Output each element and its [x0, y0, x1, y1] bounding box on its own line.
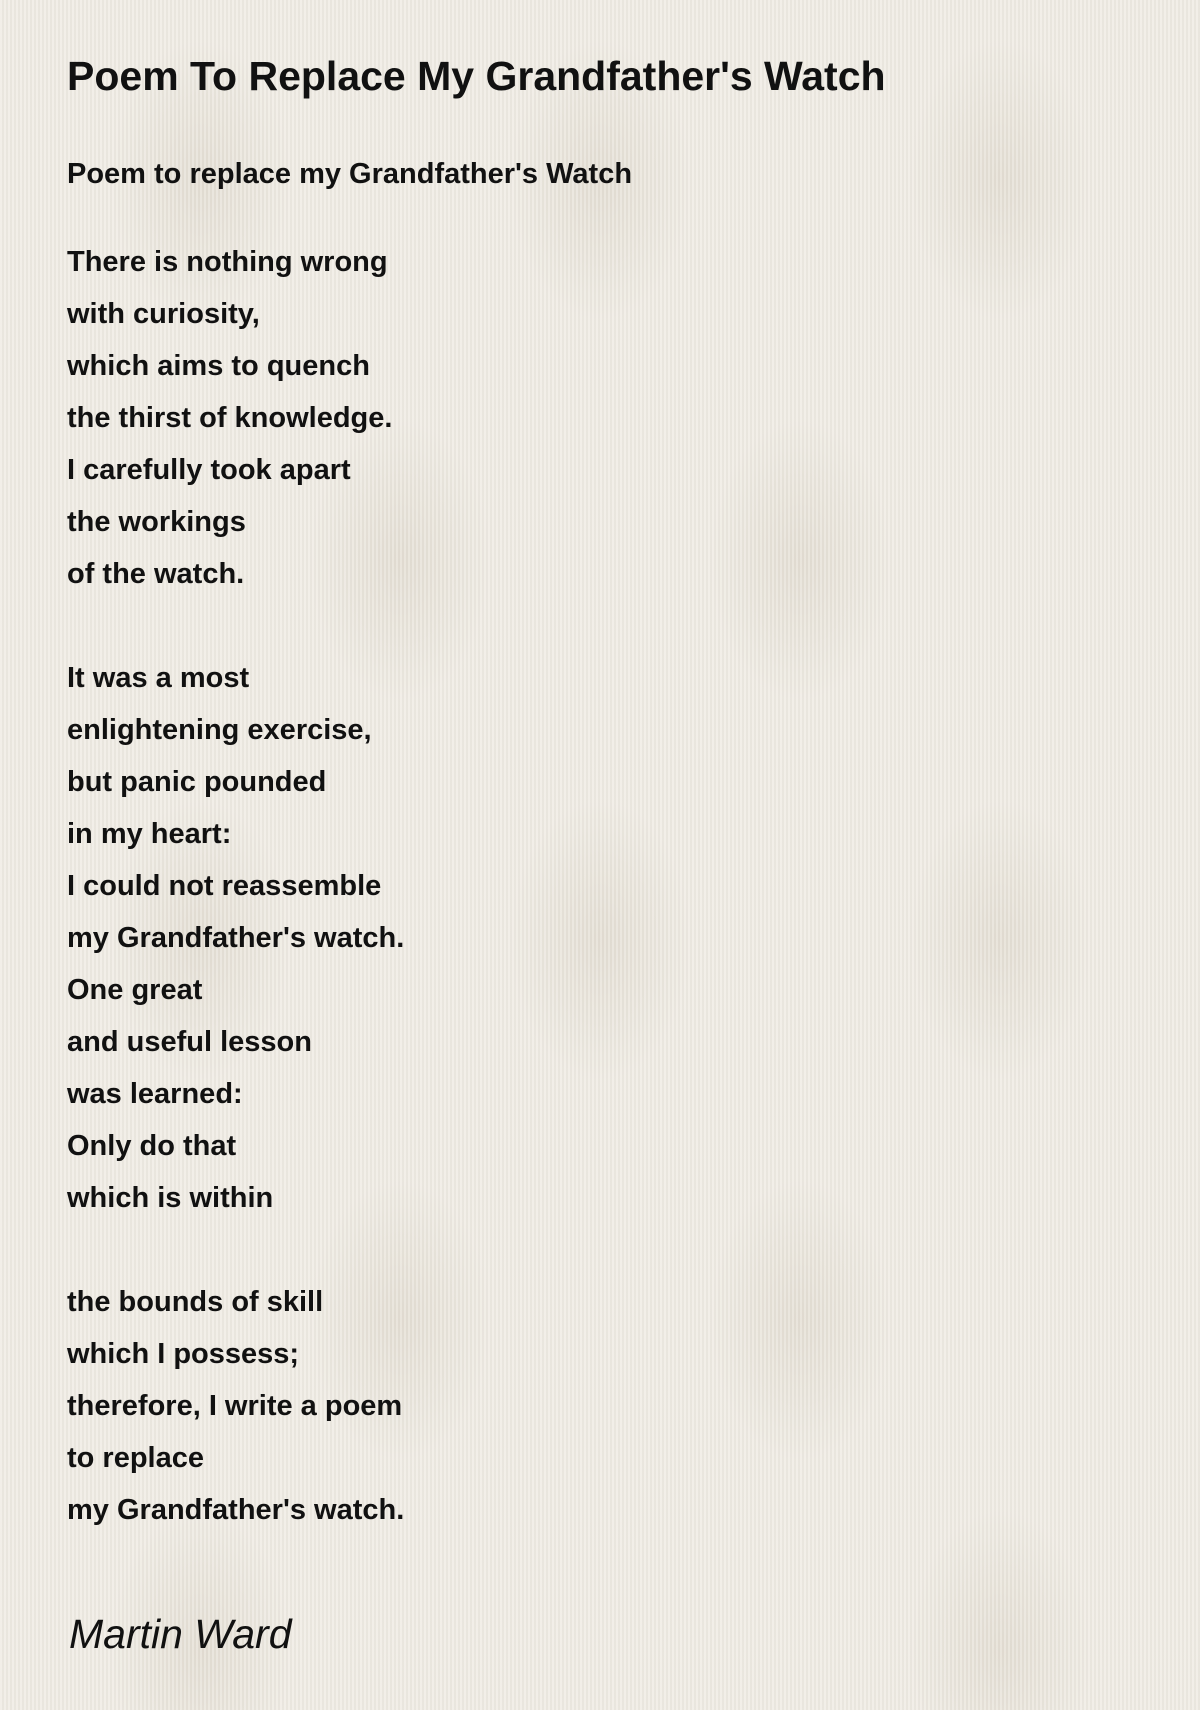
poem-line: There is nothing wrong: [67, 246, 388, 278]
stanza-1: [67, 236, 1160, 600]
poem-line: which aims to quench: [67, 350, 370, 382]
poem-line: but panic pounded: [67, 766, 327, 798]
poem-line: which is within: [67, 1182, 274, 1214]
poem-line: Only do that: [67, 1130, 237, 1162]
poem-line: my Grandfather's watch.: [67, 922, 405, 954]
poem-line: It was a most: [67, 662, 250, 694]
poem-line: I could not reassemble: [67, 870, 382, 902]
poem-body: [67, 236, 1160, 1536]
poem-line: was learned:: [67, 1078, 243, 1110]
poem-line: in my heart:: [67, 818, 232, 850]
poem-page: [67, 52, 1160, 1588]
poem-title: Poem To Replace My Grandfather's Watch: [67, 53, 886, 99]
poem-author: Martin Ward: [69, 1611, 292, 1657]
poem-line: with curiosity,: [67, 298, 260, 330]
poem-line: which I possess;: [67, 1338, 300, 1370]
poem-line: One great: [67, 974, 203, 1006]
poem-line: therefore, I write a poem: [67, 1390, 403, 1422]
poem-line: to replace: [67, 1442, 204, 1474]
poem-line: the bounds of skill: [67, 1286, 324, 1318]
poem-line: the thirst of knowledge.: [67, 402, 393, 434]
poem-line: of the watch.: [67, 558, 245, 590]
poem-line: and useful lesson: [67, 1026, 312, 1058]
poem-subtitle: Poem to replace my Grandfather's Watch: [67, 158, 633, 190]
stanza-3: [67, 1276, 1160, 1536]
poem-line: the workings: [67, 506, 246, 538]
stanza-2: [67, 652, 1160, 1224]
poem-line: enlightening exercise,: [67, 714, 372, 746]
poem-line: my Grandfather's watch.: [67, 1494, 405, 1526]
poem-line: I carefully took apart: [67, 454, 351, 486]
